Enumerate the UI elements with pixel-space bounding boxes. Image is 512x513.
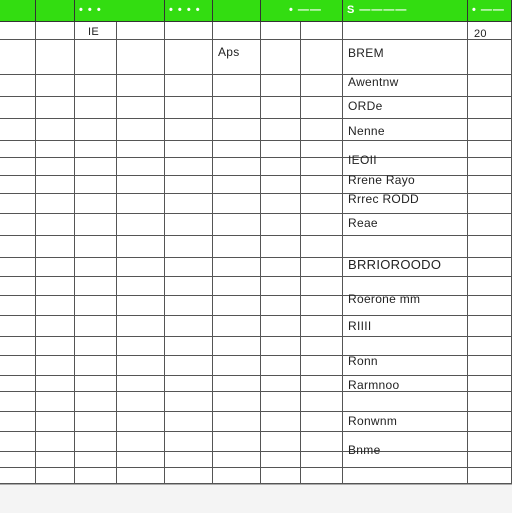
grid-cell[interactable]: [301, 356, 343, 376]
grid-cell[interactable]: [213, 296, 261, 316]
grid-cell[interactable]: [0, 176, 36, 194]
header-cell-label: S ————: [347, 4, 408, 16]
grid-cell[interactable]: [165, 22, 213, 40]
grid-cell[interactable]: [468, 277, 512, 296]
grid-cell[interactable]: [117, 40, 165, 75]
grid-cell[interactable]: [117, 236, 165, 258]
grid-cell[interactable]: [117, 277, 165, 296]
grid-cell[interactable]: [261, 22, 301, 40]
grid-cell[interactable]: [75, 236, 117, 258]
grid-cell[interactable]: [301, 316, 343, 337]
grid-cell[interactable]: [36, 119, 75, 141]
grid-cell[interactable]: [75, 376, 117, 392]
grid-cell[interactable]: [301, 119, 343, 141]
grid-cell[interactable]: [213, 412, 261, 432]
grid-cell[interactable]: [213, 452, 261, 468]
grid-cell[interactable]: [75, 316, 117, 337]
grid-cell[interactable]: [75, 468, 117, 484]
header-cell[interactable]: [343, 0, 468, 22]
grid-cell[interactable]: [261, 141, 301, 158]
grid-cell[interactable]: [301, 376, 343, 392]
grid-cell[interactable]: [117, 194, 165, 214]
grid-cell[interactable]: [0, 356, 36, 376]
grid-cell[interactable]: [301, 22, 343, 40]
grid-cell[interactable]: [165, 296, 213, 316]
grid-cell[interactable]: [261, 97, 301, 119]
grid-cell[interactable]: [261, 158, 301, 176]
grid-cell[interactable]: [0, 40, 36, 75]
row-label: Rarmnoo: [348, 378, 400, 392]
grid-cell[interactable]: [117, 97, 165, 119]
grid-cell[interactable]: [301, 236, 343, 258]
subheader-label: 20: [474, 28, 487, 40]
grid-cell[interactable]: [165, 277, 213, 296]
grid-cell[interactable]: [0, 194, 36, 214]
grid-cell[interactable]: [261, 194, 301, 214]
grid-cell[interactable]: [0, 97, 36, 119]
grid-cell[interactable]: [468, 158, 512, 176]
grid-cell[interactable]: [261, 452, 301, 468]
grid-cell[interactable]: [165, 452, 213, 468]
grid-cell[interactable]: [468, 258, 512, 277]
grid-cell[interactable]: [301, 337, 343, 356]
grid-cell[interactable]: [261, 119, 301, 141]
grid-cell[interactable]: [213, 258, 261, 277]
grid-cell[interactable]: [301, 141, 343, 158]
grid-cell[interactable]: [301, 296, 343, 316]
grid-cell[interactable]: [0, 392, 36, 412]
grid-cell[interactable]: [261, 468, 301, 484]
grid-cell[interactable]: [301, 412, 343, 432]
grid-cell[interactable]: [301, 158, 343, 176]
grid-cell[interactable]: [0, 376, 36, 392]
header-cell[interactable]: [0, 0, 36, 22]
grid-cell[interactable]: [468, 392, 512, 412]
grid-cell[interactable]: [75, 337, 117, 356]
grid-cell[interactable]: [261, 412, 301, 432]
grid-cell[interactable]: [0, 316, 36, 337]
grid-cell[interactable]: [36, 75, 75, 97]
grid-cell[interactable]: [301, 194, 343, 214]
grid-cell[interactable]: [261, 176, 301, 194]
grid-cell[interactable]: [0, 468, 36, 484]
row-label: ORDe: [348, 99, 383, 113]
grid-cell[interactable]: [117, 337, 165, 356]
grid-cell[interactable]: [165, 412, 213, 432]
grid-cell[interactable]: [165, 40, 213, 75]
grid-cell[interactable]: [213, 316, 261, 337]
grid-cell[interactable]: [468, 316, 512, 337]
grid-cell[interactable]: [165, 316, 213, 337]
grid-cell[interactable]: [117, 392, 165, 412]
grid-cell[interactable]: [213, 392, 261, 412]
row-label: Nenne: [348, 124, 385, 138]
grid-cell[interactable]: [0, 432, 36, 452]
grid-cell[interactable]: [213, 75, 261, 97]
grid-cell[interactable]: [117, 316, 165, 337]
grid-cell[interactable]: [213, 176, 261, 194]
grid-cell[interactable]: [213, 97, 261, 119]
grid-cell[interactable]: [75, 296, 117, 316]
grid-cell[interactable]: [36, 236, 75, 258]
grid-cell[interactable]: [75, 97, 117, 119]
grid-cell[interactable]: [468, 356, 512, 376]
row-label: IEOII: [348, 153, 377, 167]
grid-cell[interactable]: [468, 412, 512, 432]
grid-cell[interactable]: [468, 468, 512, 484]
grid-cell[interactable]: [165, 97, 213, 119]
grid-cell[interactable]: [468, 452, 512, 468]
grid-cell[interactable]: [117, 412, 165, 432]
grid-cell[interactable]: [165, 258, 213, 277]
grid-cell[interactable]: [36, 176, 75, 194]
header-cell[interactable]: [75, 0, 165, 22]
grid-cell[interactable]: [165, 337, 213, 356]
grid-cell[interactable]: [468, 214, 512, 236]
row-label: RIIII: [348, 319, 372, 333]
grid-cell[interactable]: [301, 468, 343, 484]
grid-cell[interactable]: [468, 176, 512, 194]
row-label: Bnme: [348, 443, 381, 457]
grid-cell[interactable]: [213, 356, 261, 376]
grid-cell[interactable]: [117, 296, 165, 316]
grid-cell[interactable]: [36, 337, 75, 356]
grid-cell[interactable]: [468, 141, 512, 158]
grid-cell[interactable]: [261, 40, 301, 75]
grid-cell[interactable]: [117, 75, 165, 97]
row-label: Ronwnm: [348, 414, 398, 428]
row-label: Awentnw: [348, 75, 399, 89]
grid-cell[interactable]: [117, 22, 165, 40]
grid-cell[interactable]: [468, 376, 512, 392]
grid-cell[interactable]: [165, 356, 213, 376]
grid-cell[interactable]: [213, 141, 261, 158]
grid-cell[interactable]: [165, 376, 213, 392]
grid-cell[interactable]: [301, 258, 343, 277]
grid-cell[interactable]: [0, 296, 36, 316]
grid-cell[interactable]: [213, 236, 261, 258]
row-label: Reae: [348, 216, 378, 230]
grid-cell[interactable]: [117, 214, 165, 236]
header-cell[interactable]: [36, 0, 75, 22]
row-label: Rrrec RODD: [348, 192, 419, 206]
grid-cell[interactable]: [165, 141, 213, 158]
grid-cell[interactable]: [36, 468, 75, 484]
grid-cell[interactable]: [75, 40, 117, 75]
grid-cell[interactable]: [343, 236, 468, 258]
grid-cell[interactable]: [117, 176, 165, 194]
grid-cell[interactable]: [117, 141, 165, 158]
grid-cell[interactable]: [117, 376, 165, 392]
grid-cell[interactable]: [213, 22, 261, 40]
row-label: BREM: [348, 46, 384, 60]
grid-cell[interactable]: [301, 97, 343, 119]
grid-cell[interactable]: [165, 119, 213, 141]
grid-cell[interactable]: [75, 119, 117, 141]
grid-cell[interactable]: [75, 214, 117, 236]
grid-cell[interactable]: [36, 452, 75, 468]
grid-cell[interactable]: [36, 296, 75, 316]
grid-cell[interactable]: [343, 468, 468, 484]
grid-cell[interactable]: [468, 337, 512, 356]
grid-cell[interactable]: [468, 236, 512, 258]
grid-cell[interactable]: [213, 376, 261, 392]
grid-cell[interactable]: [75, 75, 117, 97]
grid-cell[interactable]: [36, 277, 75, 296]
grid-cell[interactable]: [261, 392, 301, 412]
header-cell-label: • ——: [289, 4, 322, 16]
grid-cell[interactable]: [0, 158, 36, 176]
grid-cell[interactable]: [165, 432, 213, 452]
header-cell[interactable]: [213, 0, 261, 22]
grid-cell[interactable]: [165, 75, 213, 97]
grid-cell[interactable]: [36, 158, 75, 176]
grid-cell[interactable]: [468, 296, 512, 316]
grid-cell[interactable]: [468, 432, 512, 452]
grid-cell[interactable]: [301, 176, 343, 194]
grid-cell[interactable]: [75, 258, 117, 277]
grid-cell[interactable]: [213, 119, 261, 141]
grid-cell[interactable]: [261, 214, 301, 236]
grid-cell[interactable]: [75, 412, 117, 432]
grid-cell[interactable]: [261, 75, 301, 97]
grid-cell[interactable]: [75, 158, 117, 176]
grid-cell[interactable]: [117, 158, 165, 176]
grid-cell[interactable]: [468, 119, 512, 141]
grid-cell[interactable]: [343, 22, 468, 40]
grid-cell[interactable]: [165, 158, 213, 176]
grid-cell[interactable]: [0, 119, 36, 141]
grid-cell[interactable]: [36, 356, 75, 376]
grid-cell[interactable]: [301, 277, 343, 296]
grid-cell[interactable]: [301, 214, 343, 236]
grid-cell[interactable]: [468, 194, 512, 214]
grid-cell[interactable]: [75, 432, 117, 452]
row-label: Roerone mm: [348, 292, 421, 306]
grid-cell[interactable]: [165, 214, 213, 236]
grid-cell[interactable]: [261, 258, 301, 277]
grid-cell[interactable]: [213, 468, 261, 484]
grid-cell[interactable]: [117, 452, 165, 468]
header-cell-label: • ——: [472, 4, 505, 16]
grid-cell[interactable]: [36, 40, 75, 75]
grid-cell[interactable]: [0, 22, 36, 40]
grid-cell[interactable]: [36, 412, 75, 432]
grid-cell[interactable]: [468, 97, 512, 119]
grid-cell[interactable]: [261, 236, 301, 258]
grid-cell[interactable]: [343, 392, 468, 412]
grid-cell[interactable]: [261, 376, 301, 392]
grid-cell[interactable]: [213, 337, 261, 356]
grid-cell[interactable]: [36, 214, 75, 236]
grid-cell[interactable]: [36, 141, 75, 158]
subheader-label: IE: [88, 26, 99, 38]
grid-cell[interactable]: [301, 432, 343, 452]
grid-cell[interactable]: [165, 194, 213, 214]
grid-cell[interactable]: [0, 75, 36, 97]
sheet-footer: [0, 484, 512, 513]
grid-cell[interactable]: [117, 432, 165, 452]
grid-cell[interactable]: [75, 356, 117, 376]
grid-cell[interactable]: [75, 277, 117, 296]
grid-cell[interactable]: [165, 176, 213, 194]
grid-cell[interactable]: [117, 119, 165, 141]
row-label: Ronn: [348, 354, 378, 368]
grid-cell[interactable]: [468, 75, 512, 97]
grid-cell[interactable]: [261, 337, 301, 356]
grid-cell[interactable]: [36, 376, 75, 392]
grid-cell[interactable]: [468, 40, 512, 75]
grid-cell[interactable]: [75, 452, 117, 468]
header-cell[interactable]: [261, 0, 343, 22]
grid-cell[interactable]: [0, 452, 36, 468]
grid-cell[interactable]: [213, 214, 261, 236]
grid-cell[interactable]: [213, 194, 261, 214]
grid-cell[interactable]: [36, 97, 75, 119]
grid-cell[interactable]: [0, 258, 36, 277]
grid-cell[interactable]: [261, 356, 301, 376]
grid-cell[interactable]: [301, 75, 343, 97]
row-label: BRRIOROODO: [348, 257, 442, 272]
header-cell[interactable]: [468, 0, 512, 22]
grid-cell[interactable]: [165, 468, 213, 484]
grid-cell[interactable]: [0, 412, 36, 432]
grid-cell[interactable]: [36, 316, 75, 337]
grid-cell[interactable]: [301, 40, 343, 75]
grid-cell[interactable]: [261, 296, 301, 316]
cell-value: Aps: [218, 45, 240, 59]
grid-cell[interactable]: [36, 194, 75, 214]
grid-cell[interactable]: [0, 337, 36, 356]
header-cell-label: • • • •: [169, 4, 201, 16]
grid-cell[interactable]: [75, 194, 117, 214]
grid-cell[interactable]: [261, 277, 301, 296]
grid-cell[interactable]: [36, 258, 75, 277]
grid-cell[interactable]: [0, 214, 36, 236]
grid-cell[interactable]: [301, 452, 343, 468]
grid-cell[interactable]: [75, 392, 117, 412]
grid-cell[interactable]: [117, 258, 165, 277]
header-cell[interactable]: [165, 0, 213, 22]
grid-cell[interactable]: [0, 277, 36, 296]
grid-cell[interactable]: [165, 392, 213, 412]
grid-cell[interactable]: [165, 236, 213, 258]
grid-cell[interactable]: [36, 432, 75, 452]
grid-cell[interactable]: [261, 432, 301, 452]
grid-cell[interactable]: [75, 176, 117, 194]
grid-cell[interactable]: [213, 158, 261, 176]
grid-cell[interactable]: [36, 392, 75, 412]
row-label: Rrene Rayo: [348, 173, 416, 187]
grid-cell[interactable]: [117, 356, 165, 376]
header-cell-label: • • •: [79, 4, 102, 16]
grid-cell[interactable]: [213, 277, 261, 296]
grid-cell[interactable]: [0, 236, 36, 258]
grid-cell[interactable]: [301, 392, 343, 412]
grid-cell[interactable]: [36, 22, 75, 40]
grid-cell[interactable]: [0, 141, 36, 158]
grid-cell[interactable]: [213, 432, 261, 452]
grid-cell[interactable]: [117, 468, 165, 484]
grid-cell[interactable]: [261, 316, 301, 337]
grid-cell[interactable]: [75, 141, 117, 158]
